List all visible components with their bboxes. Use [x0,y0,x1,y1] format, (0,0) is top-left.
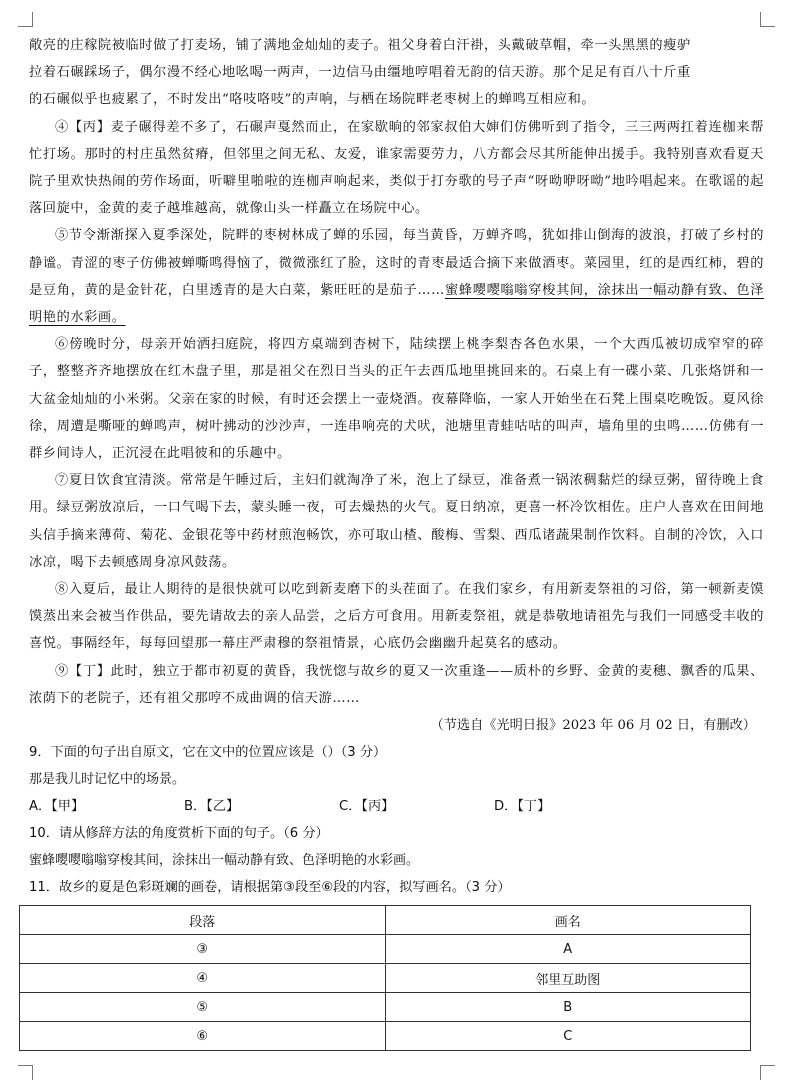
option-a[interactable]: A．【甲】 [29,799,85,815]
answer-table [19,905,751,1051]
question-9 [29,739,764,820]
reading-passage [29,32,764,739]
table-cell-paragraph: ③ [20,935,386,964]
question-10-stem: 10．请从修辞方法的角度赏析下面的句子。（6 分） [29,826,329,842]
table-row [20,993,751,1022]
table-header-cell: 画名 [385,906,751,935]
exam-page [29,32,764,1051]
table-cell-title[interactable]: A [385,935,751,964]
crop-mark-top-right [760,12,775,27]
crop-mark-bottom-right [760,1065,775,1080]
table-cell-title[interactable]: C [385,1022,751,1051]
question-11 [29,874,764,1051]
question-9-sentence: 那是我儿时记忆中的场景。 [29,772,186,788]
passage-line: 敞亮的庄稼院被临时做了打麦场，铺了满地金灿灿的麦子。祖父身着白汗褂，头戴破草帽，牵一头黑黑的瘦驴 [29,38,691,53]
passage-source: （节选自《光明日报》2023 年 06 月 02 日，有删改） [430,718,756,734]
underlined-sentence: 蜜蜂嘤嘤嗡嗡穿梭其间，涂抹出一幅动静有致、色泽明艳的水彩画。 [29,282,764,326]
table-row [20,1022,751,1051]
option-d[interactable]: D．【丁】 [494,799,551,815]
table-header-cell: 段落 [20,906,386,935]
table-header-row [20,906,751,935]
question-9-options [29,793,764,820]
table-cell-paragraph: ⑥ [20,1022,386,1051]
question-10 [29,820,764,874]
passage-line: 的石碾似乎也疲累了，不时发出“咯吱咯吱”的声响，与栖在场院畔老枣树上的蝉鸣互相应和。 [29,92,596,108]
question-10-sentence: 蜜蜂嘤嘤嗡嗡穿梭其间，涂抹出一幅动静有致、色泽明艳的水彩画。 [29,853,420,869]
table-cell-paragraph: ⑤ [20,993,386,1022]
table-row [20,964,751,993]
table-cell-paragraph: ④ [20,964,386,993]
paragraph-5 [29,222,764,331]
paragraph-9: ⑨【丁】此时，独立于都市初夏的黄昏，我恍惚与故乡的夏又一次重逢——质朴的乡野、金黄的麦穗、飘香的瓜果、浓荫下的老院子，还有祖父那哼不成曲调的信天游…… [29,663,764,706]
paragraph-7: ⑦夏日饮食宜清淡。常常是午睡过后，主妇们就淘净了米，泡上了绿豆，准备煮一锅浓稠黏烂的绿豆粥，留待晚上食用。绿豆粥放凉后，一口气喝下去，蒙头睡一夜，可去燥热的火气。夏日纳凉，更喜一杯冷饮相佐。庄户人喜欢在田间地头信手摘来薄荷、菊花、金银花等中药材煎泡畅饮，亦可取山楂、酸梅、雪梨、西瓜诸蔬果制作饮料。自制的冷饮，入口冰凉，喝下去顿感周身凉风鼓荡。 [29,473,764,570]
table-row [20,935,751,964]
crop-mark-bottom-left [18,1065,33,1080]
paragraph-8: ⑧入夏后，最让人期待的是很快就可以吃到新麦磨下的头茬面了。在我们家乡，有用新麦祭祖的习俗，第一顿新麦馍馍蒸出来会被当作供品，要先请故去的亲人品尝，之后方可食用。用新麦祭祖，就是恭敬地请祖先与我们一同感受丰收的喜悦。事隔经年，每每回望那一幕庄严肃穆的祭祖情景，心底仍会幽幽升起莫名的感动。 [29,582,764,652]
paragraph-6: ⑥傍晚时分，母亲开始洒扫庭院，将四方桌端到杏树下，陆续摆上桃李梨杏各色水果，一个大西瓜被切成窄窄的碎子，整整齐齐地摆放在红木盘子里，那是祖父在烈日当头的正午去西瓜地里挑回来的。石桌上有一碟小菜、几张烙饼和一大盆金灿灿的小米粥。父亲在家的时候，有时还会摆上一壶烧酒。夜幕降临，一家人开始坐在石凳上围桌吃晚饭。夏风徐徐，周遭是嘶哑的蝉鸣声，树叶拂动的沙沙声，一连串响亮的犬吠，池塘里青蛙咕咕的叫声，墙角里的虫鸣……仿佛有一群乡间诗人，正沉浸在此唱彼和的乐趣中。 [29,337,764,462]
table-cell-title: 邻里互助图 [385,964,751,993]
passage-line: 拉着石碾踩场子，偶尔漫不经心地吆喝一两声，一边信马由缰地哼唱着无韵的信天游。那个足足有百八十斤重 [29,65,691,81]
question-9-stem: 9．下面的句子出自原文，它在文中的位置应该是（）（3 分） [29,745,387,761]
paragraph-5-text: ⑤节令渐渐探入夏季深处，院畔的枣树林成了蝉的乐园，每当黄昏，万蝉齐鸣，犹如排山倒海的波浪，打破了乡村的静谧。青涩的枣子仿佛被蝉嘶鸣得恼了，微微涨红了脸，这时的青枣最适合摘下来做酒枣。菜园里，红的是西红柿，碧的是豆角，黄的是金针花，白里透青的是大白菜，紫旺旺的是茄子…… [29,228,764,298]
question-11-stem: 11．故乡的夏是色彩斑斓的画卷，请根据第③段至⑥段的内容，拟写画名。（3 分） [29,880,511,896]
option-c[interactable]: C．【丙】 [339,799,395,815]
option-b[interactable]: B．【乙】 [184,799,240,815]
paragraph-4: ④【丙】麦子碾得差不多了，石碾声戛然而止，在家歇晌的邻家叔伯大婶们仿佛听到了指令，三三两两扛着连枷来帮忙打场。那时的村庄虽然贫瘠，但邻里之间无私、友爱，谁家需要劳力，八方都会尽其所能伸出援手。我特别喜欢看夏天院子里欢快热闹的劳作场面，听噼里啪啦的连枷声响起来，类似于打夯歌的号子声“呀呦咿呀呦”地吟唱起来。在歌谣的起落回旋中，金黄的麦子越堆越高，就像山头一样矗立在场院中心。 [29,119,764,217]
table-cell-title[interactable]: B [385,993,751,1022]
crop-mark-top-left [18,12,33,27]
